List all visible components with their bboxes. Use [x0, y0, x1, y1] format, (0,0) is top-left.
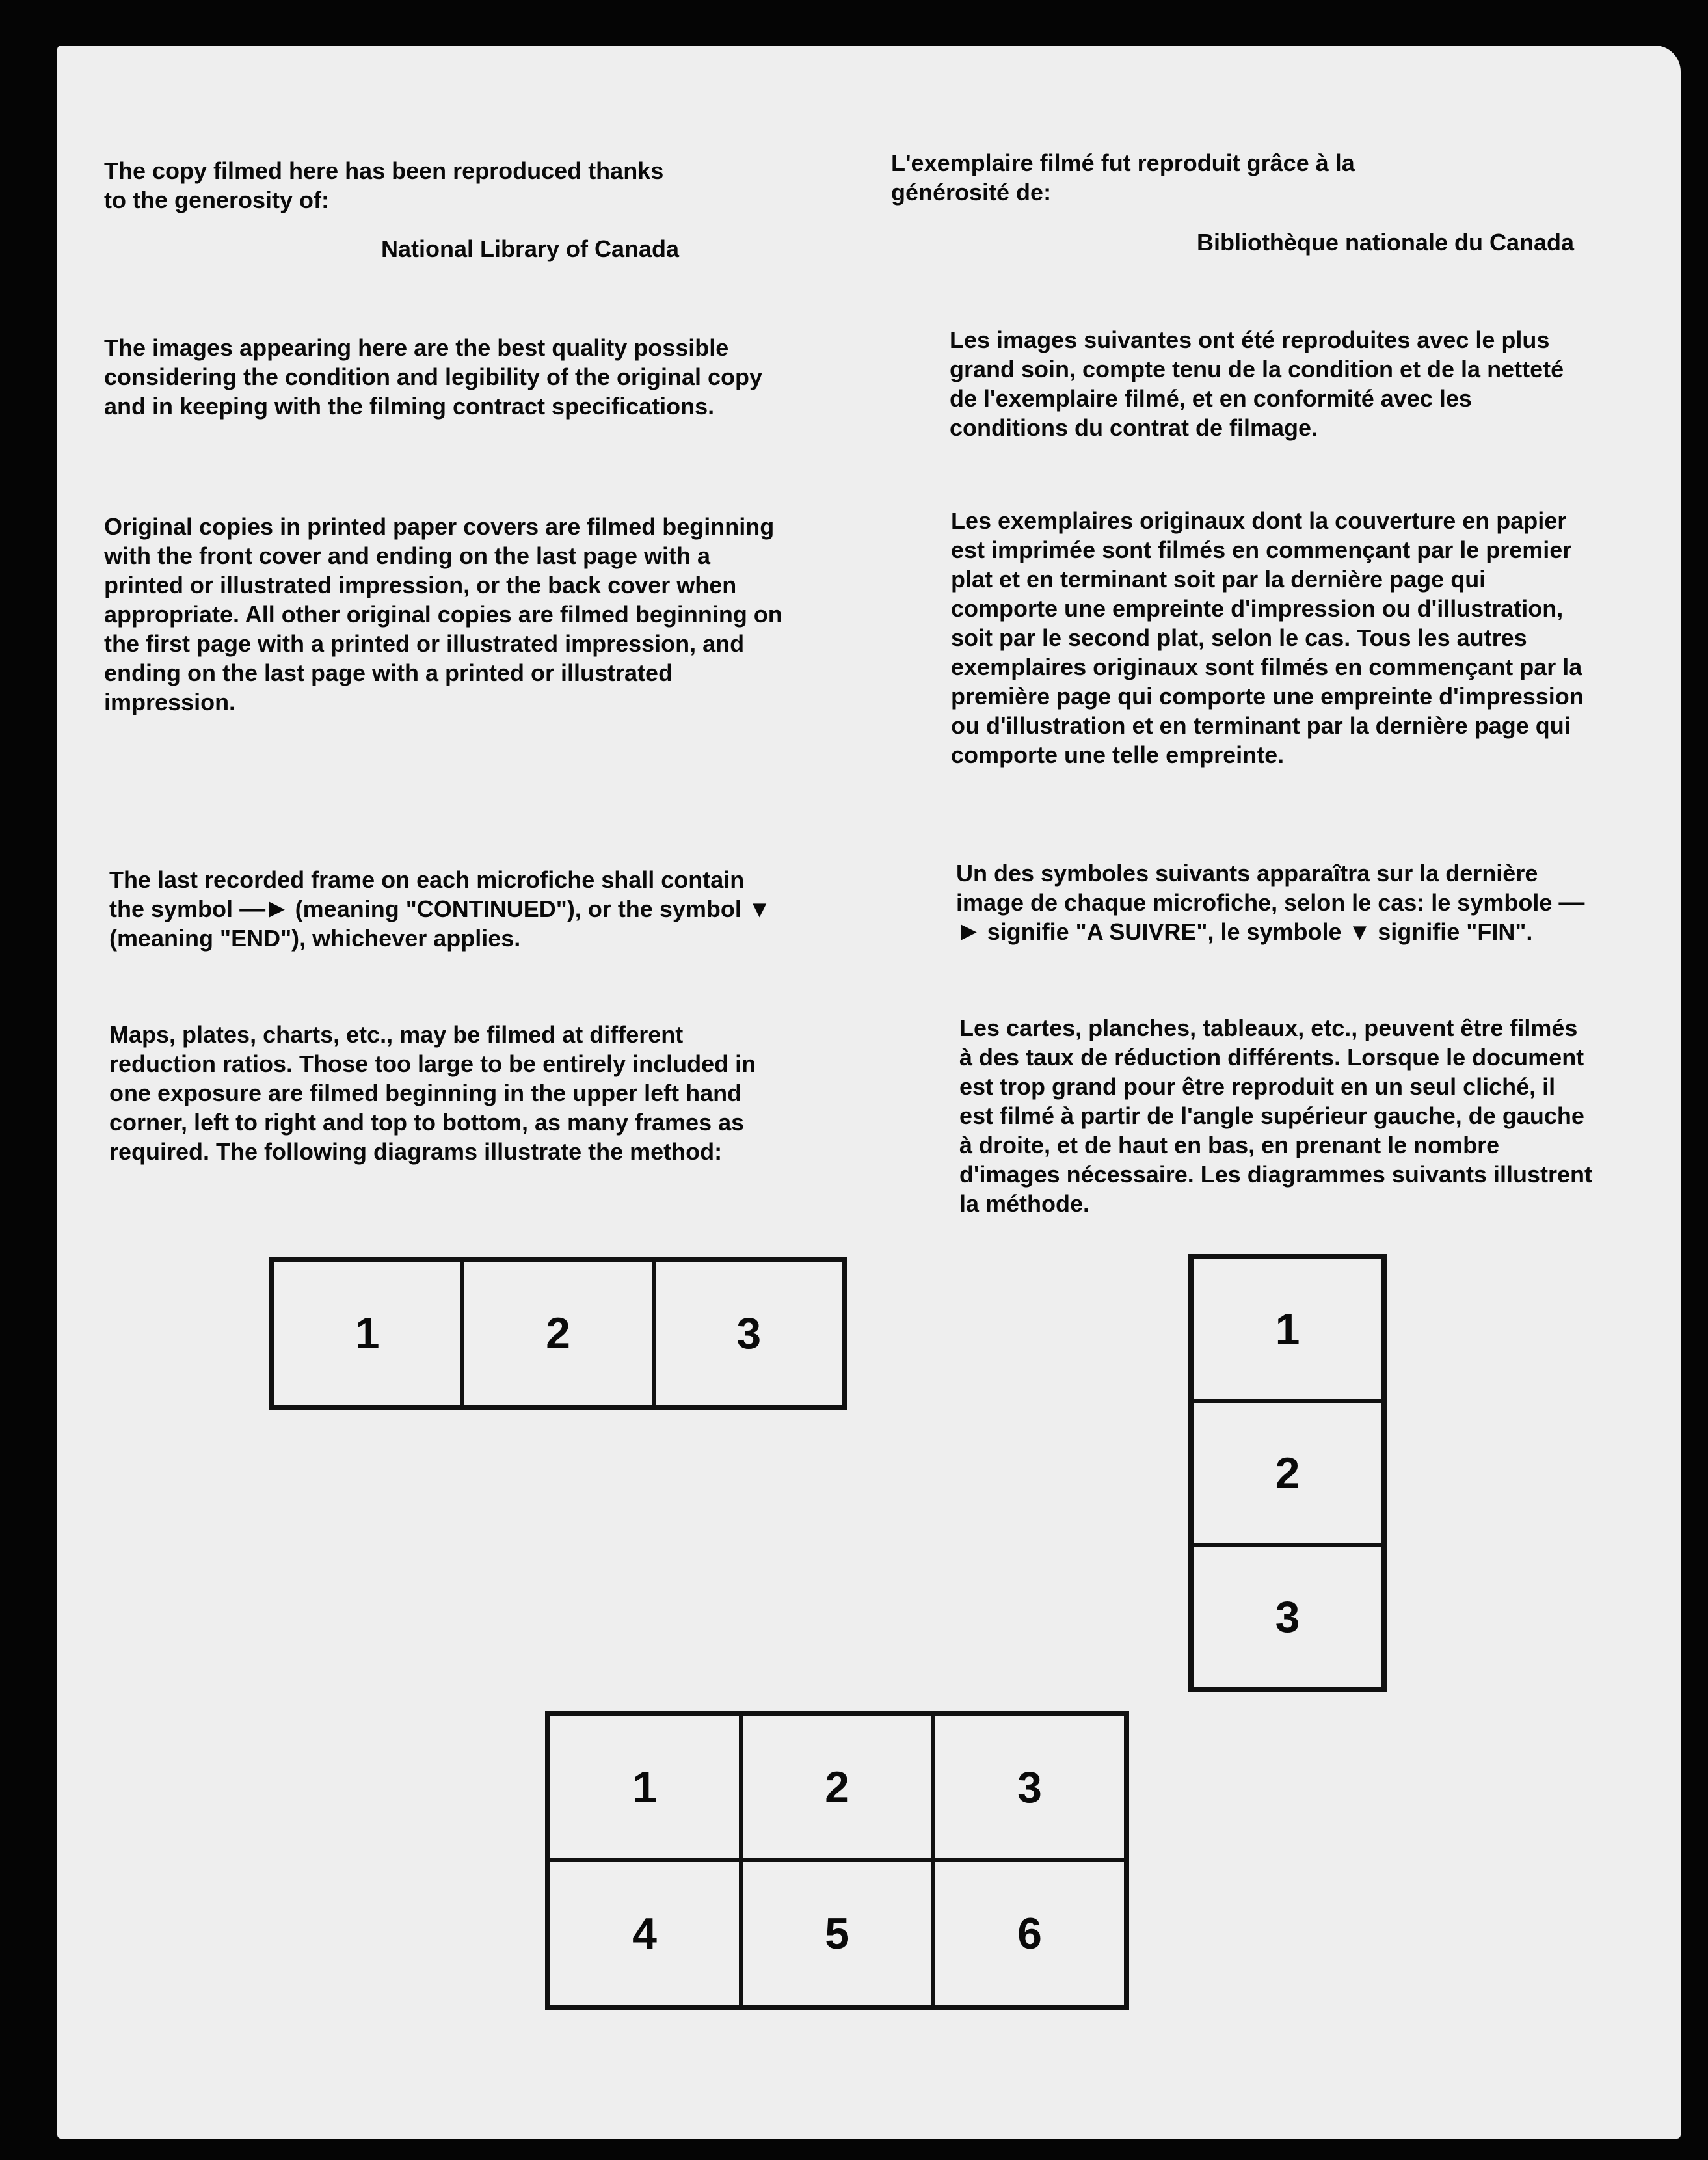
english-originals-paragraph: Original copies in printed paper covers are filmed beginning with the front cover and ending on the last page with a printed or illustrated impression, or the back cover when appropriate. All other original copies are filmed beginning on the first page with a printed or illustrated impression, and ending on the last page with a printed or illustrated impression.	[104, 513, 782, 715]
symbols-text-a: The last recorded frame on each microfiche shall contain the symbol	[109, 866, 745, 922]
frame-cell: 2	[741, 1714, 933, 1860]
english-acknowledgement	[104, 156, 826, 215]
ack-line-2-fr: générosité de:	[891, 179, 1052, 206]
triangle-end-icon: ▼	[747, 896, 771, 922]
frame-cell: 2	[462, 1260, 653, 1407]
symbols-text-b-fr: signifie "A SUIVRE", le symbole	[987, 918, 1342, 945]
symbols-text-a-fr: Un des symboles suivants apparaîtra sur la dernière image de chaque microfiche, selon le cas: le symbole	[956, 860, 1553, 916]
frame-cell: 2	[1192, 1401, 1383, 1545]
frame-cell: 1	[272, 1260, 462, 1407]
triangle-fin-icon: ▼	[1348, 918, 1372, 945]
frame-cell: 3	[933, 1714, 1126, 1860]
english-symbols-paragraph	[109, 865, 779, 953]
ack-line-1-fr: L'exemplaire filmé fut reproduit grâce à la	[891, 150, 1355, 176]
symbols-text-c-fr: signifie "FIN".	[1378, 918, 1533, 945]
frame-cell: 5	[741, 1860, 933, 2007]
french-acknowledgement	[891, 148, 1600, 207]
arrow-continued-icon: —►	[239, 894, 289, 923]
french-originals-paragraph: Les exemplaires originaux dont la couverture en papier est imprimée sont filmés en commençant par le premier plat et en terminant soit par la dernière page qui comporte une empreinte d'impression ou d'illustration, soit par le second plat, selon le cas. Tous les autres exemplaires originaux sont filmés en commençant par la première page qui comporte une empreinte d'impression ou d'illustration et en terminant par la dernière page qui comporte une telle empreinte.	[951, 507, 1584, 768]
french-maps-paragraph: Les cartes, planches, tableaux, etc., peuvent être filmés à des taux de réduction différents. Lorsque le document est trop grand pour être reproduit en un seul cliché, il est filmé à partir de l'angle supérieur gauche, de gauche à droite, et de haut en bas, en prenant le nombre d'images nécessaire. Les diagrammes suivants illustrent la méthode.	[959, 1015, 1592, 1217]
diagram-grid-frames	[545, 1711, 1129, 2010]
english-maps-paragraph: Maps, plates, charts, etc., may be filmed at different reduction ratios. Those too large to be entirely included in one exposure are filmed beginning in the upper left hand corner, left to right and top to bottom, as many frames as required. The following diagrams illustrate the method:	[109, 1021, 756, 1165]
diagram-horizontal-frames	[269, 1257, 847, 1410]
frame-cell: 6	[933, 1860, 1126, 2007]
ack-line-1: The copy filmed here has been reproduced thanks	[104, 157, 664, 184]
french-institution: Bibliothèque nationale du Canada	[1196, 229, 1574, 256]
french-quality-paragraph: Les images suivantes ont été reproduites avec le plus grand soin, compte tenu de la condition et de la netteté de l'exemplaire filmé, et en conformité avec les conditions du contrat de filmage.	[950, 327, 1564, 441]
english-institution: National Library of Canada	[380, 235, 680, 262]
frame-cell: 3	[1192, 1545, 1383, 1689]
frame-cell: 1	[1192, 1257, 1383, 1401]
french-symbols-paragraph	[956, 859, 1590, 946]
symbols-text-b: (meaning "CONTINUED"), or the symbol	[295, 896, 741, 922]
english-quality-paragraph: The images appearing here are the best quality possible considering the condition and legibility of the original copy and in keeping with the filming contract specifications.	[104, 334, 763, 420]
frame-cell: 3	[654, 1260, 844, 1407]
ack-line-2: to the generosity of:	[104, 187, 330, 213]
symbols-text-c: (meaning "END"), whichever applies.	[109, 925, 521, 952]
diagram-vertical-frames	[1188, 1254, 1387, 1692]
frame-cell: 4	[548, 1860, 741, 2007]
frame-cell: 1	[548, 1714, 741, 1860]
arrow-suivre-icon: —►	[956, 888, 1584, 946]
